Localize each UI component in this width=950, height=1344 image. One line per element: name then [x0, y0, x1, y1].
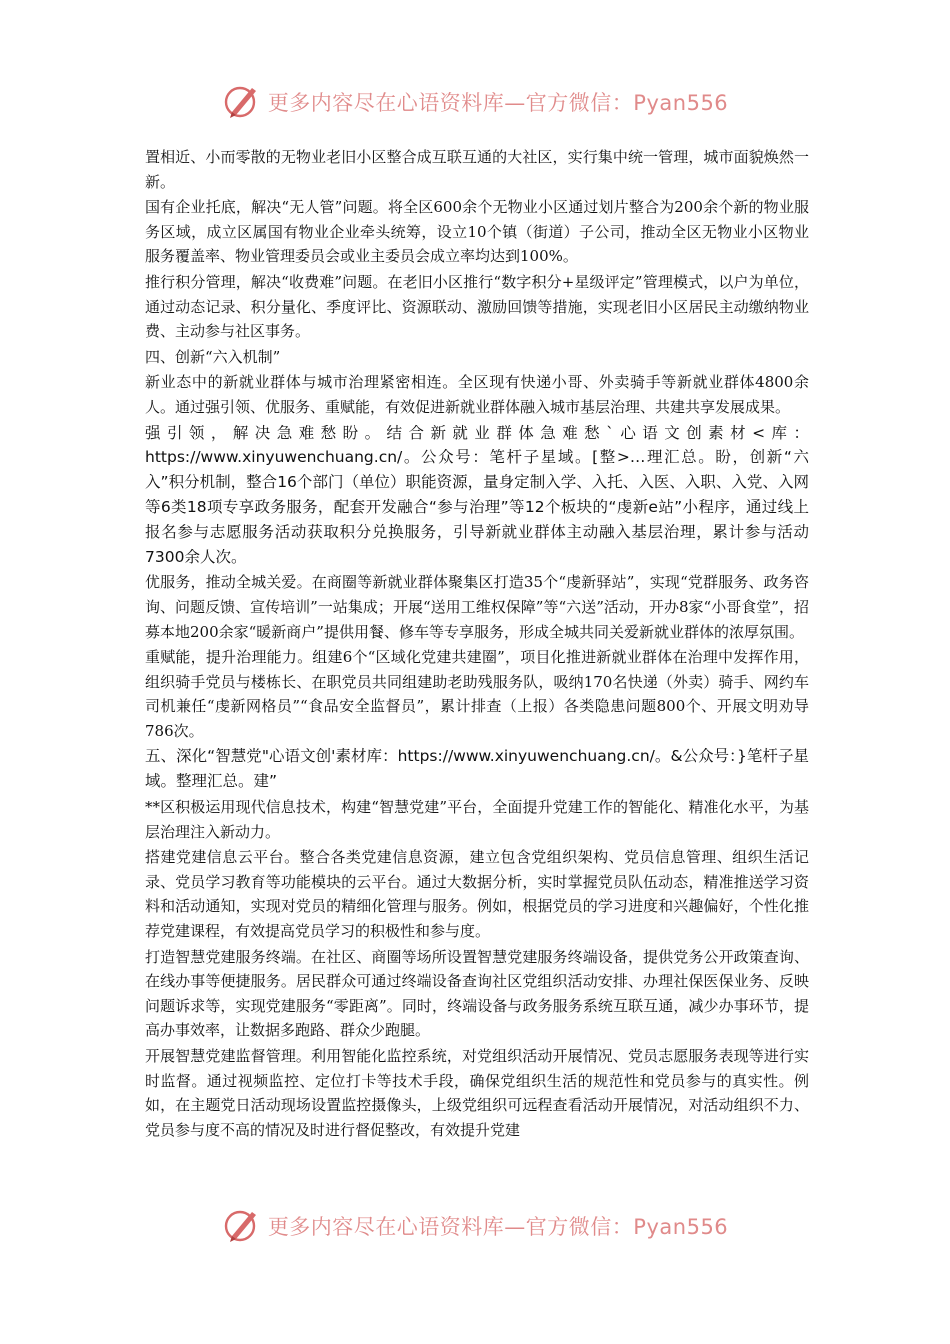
- bold-paragraph: 五、深化“智慧党"心语文创'素材库：https://www.xinyuwenchuang.cn/。&公众号：}笔杆子星域。整理汇总。建”: [145, 747, 809, 791]
- paragraph: 置相近、小而零散的无物业老旧小区整合成互联互通的大社区，实行集中统一管理，城市面貌焕然一新。: [145, 148, 809, 191]
- paragraph: 重赋能，提升治理能力。组建6个“区域化党建共建圈”，项目化推进新就业群体在治理中发挥作用，组织骑手党员与楼栋长、在职党员共同组建助老助残服务队，吸纳170名快递（外卖）骑手、网约车司机兼任“虔新网格员”“食品安全监督员”，累计排查（上报）各类隐患问题800个、开展文明劝导786次。: [145, 648, 809, 740]
- paragraph: 四、创新“六入机制”: [145, 347, 281, 366]
- banner-text: 更多内容尽在心语资料库—官方微信：Pyan556: [267, 91, 729, 115]
- paragraph: 推行积分管理，解决“收费难”问题。在老旧小区推行“数字积分+星级评定”管理模式，以户为单位，通过动态记录、积分量化、季度评比、资源联动、激励回馈等措施，实现老旧小区居民主动缴纳物业费、主动参与社区事务。: [145, 272, 809, 341]
- paragraph: 新业态中的新就业群体与城市治理紧密相连。全区现有快递小哥、外卖骑手等新就业群体4800余人。通过强引领、优服务、重赋能，有效促进新就业群体融入城市基层治理、共建共享发展成果。: [145, 373, 809, 416]
- paragraph: 国有企业托底，解决“无人管”问题。将全区600余个无物业小区通过划片整合为200余个新的物业服务区域，成立区属国有物业企业牵头统筹，设立10个镇（街道）子公司，推动全区无物业小区物业服务覆盖率、物业管理委员会或业主委员会成立率均达到100%。: [145, 198, 809, 266]
- paragraph: 开展智慧党建监督管理。利用智能化监控系统，对党组织活动开展情况、党员志愿服务表现等进行实时监督。通过视频监控、定位打卡等技术手段，确保党组织生活的规范性和党员参与的真实性。例如，在主题党日活动现场设置监控摄像头，上级党组织可远程查看活动开展情况，对活动组织不力、党员参与度不高的情况及时进行督促整改，有效提升党建: [145, 1047, 809, 1139]
- banner-text: 更多内容尽在心语资料库—官方微信：Pyan556: [267, 1215, 729, 1239]
- pen-logo-icon: [222, 1206, 262, 1246]
- document-body: [145, 145, 809, 1143]
- paragraph: **区积极运用现代信息技术，构建“智慧党建”平台，全面提升党建工作的智能化、精准化水平，为基层治理注入新动力。: [145, 798, 809, 841]
- paragraph: 搭建党建信息云平台。整合各类党建信息资源，建立包含党组织架构、党员信息管理、组织生活记录、党员学习教育等功能模块的云平台。通过大数据分析，实时掌握党员队伍动态，精准推送学习资料和活动通知，实现对党员的精细化管理与服务。例如，根据党员的学习进度和兴趣偏好，个性化推荐党建课程，有效提高党员学习的积极性和参与度。: [145, 848, 809, 941]
- footer-watermark-banner: [0, 1206, 950, 1246]
- paragraph: 优服务，推动全城关爱。在商圈等新就业群体聚集区打造35个“虔新驿站”，实现“党群服务、政务咨询、问题反馈、宣传培训”一站集成；开展“送用工维权保障”等“六送”活动，开办8家“小哥食堂”，招募本地200余家“暖新商户”提供用餐、修车等专享服务，形成全城共同关爱新就业群体的浓厚氛围。: [145, 573, 809, 641]
- pen-logo-icon: [222, 82, 262, 122]
- bold-paragraph: 强引领，解决急难愁盼。结合新就业群体急难愁`心语文创素材<库：https://www.xinyuwenchuang.cn/。公众号：笔杆子星域。[整>…理汇总。盼，创新“六入”积分机制，整合16个部门（单位）职能资源，量身定制入学、入托、入医、入职、入党、入网等6类18项专享政务服务，配套开发融合“参与治理”等12个板块的“虔新e站”小程序，通过线上报名参与志愿服务活动获取积分兑换服务，引导新就业群体主动融入基层治理，累计参与活动7300余人次。: [145, 423, 809, 566]
- header-watermark-banner: [0, 82, 950, 122]
- paragraph: 打造智慧党建服务终端。在社区、商圈等场所设置智慧党建服务终端设备，提供党务公开政策查询、在线办事等便捷服务。居民群众可通过终端设备查询社区党组织活动安排、办理社保医保业务、反映问题诉求等，实现党建服务“零距离”。同时，终端设备与政务服务系统互联互通，减少办事环节，提高办事效率，让数据多跑路、群众少跑腿。: [145, 947, 809, 1040]
